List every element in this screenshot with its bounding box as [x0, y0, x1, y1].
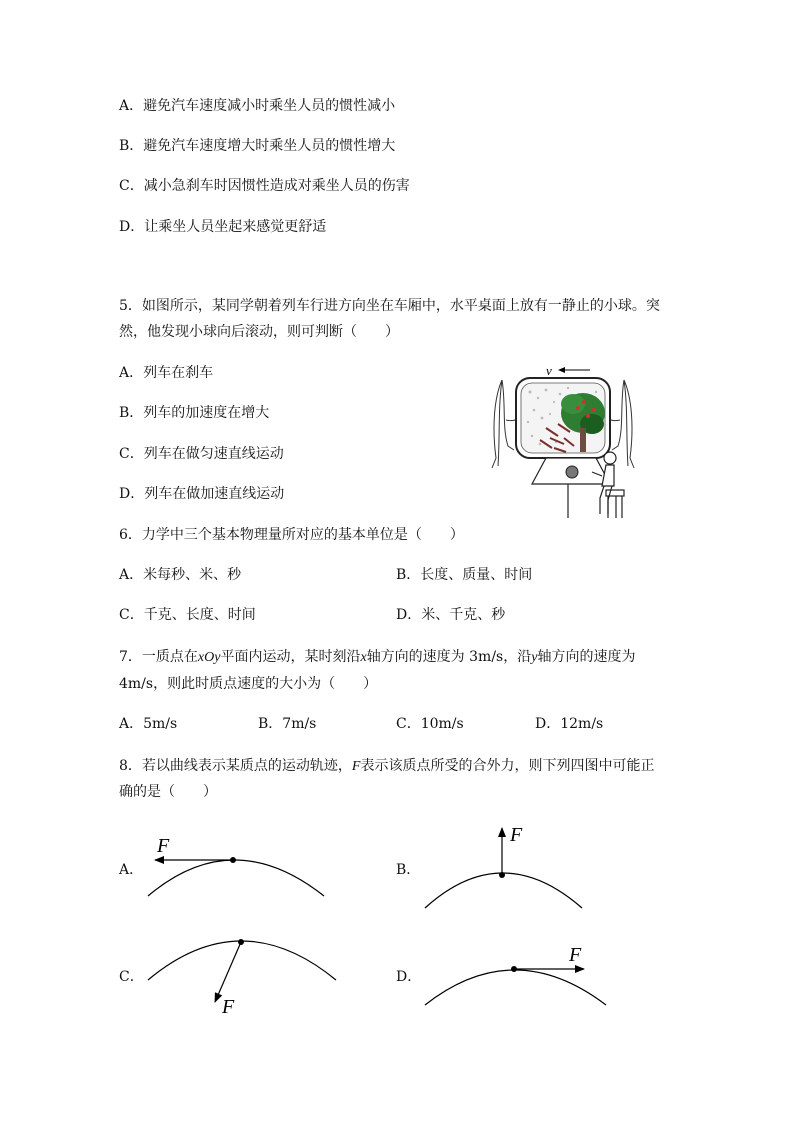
q7-option-c: C．10m/s	[396, 716, 464, 732]
q4-option-d: D．让乘坐人员坐起来感觉更舒适	[119, 219, 327, 235]
diagram-d	[425, 944, 606, 1005]
force-label-c: F	[222, 996, 235, 1018]
q7-option-d: D．12m/s	[535, 716, 604, 732]
q7-xoy: xOy	[197, 650, 221, 665]
diagram-a	[148, 835, 324, 896]
q5-option-c: C．列车在做匀速直线运动	[119, 446, 284, 462]
q7-option-a: A．5m/s	[119, 716, 178, 732]
q7-option-b: B．7m/s	[258, 716, 317, 732]
q7-x: x	[360, 650, 367, 665]
q8-stem-part-b: 表示该质点所受的合外力，则下列四图中可能正	[360, 758, 655, 774]
q8-label-b: B．	[396, 862, 421, 878]
q6-option-a: A．米每秒、米、秒	[119, 567, 242, 583]
trajectory-d	[425, 970, 606, 1005]
force-arrow-c	[215, 942, 241, 1002]
force-label-a: F	[157, 835, 170, 857]
q7-stem-part-d: 轴方向的速度为	[537, 649, 636, 665]
q7-stem-part-a: 7．一质点在	[119, 649, 198, 665]
q5-stem-line2: 然，他发现小球向后滚动，则可判断（ ）	[119, 324, 399, 340]
q5-option-a: A．列车在刹车	[119, 365, 214, 381]
trajectory-b	[425, 873, 582, 908]
q7-stem-line2: 4m/s，则此时质点速度的大小为（ ）	[119, 676, 378, 692]
force-label-d: F	[569, 944, 582, 966]
force-label-b: F	[510, 824, 523, 846]
q5-stem-line1: 5．如图所示，某同学朝着列车行进方向坐在车厢中，水平桌面上放有一静止的小球。突	[119, 298, 660, 314]
q6-stem: 6．力学中三个基本物理量所对应的基本单位是（ ）	[119, 527, 464, 543]
q8-stem-line2: 确的是（ ）	[119, 784, 217, 800]
q4-option-a: A．避免汽车速度减小时乘坐人员的惯性减小	[119, 98, 396, 114]
q8-label-d: D．	[396, 969, 422, 985]
q7-stem-part-c: 轴方向的速度为 3m/s，沿	[366, 649, 532, 665]
diagram-c	[148, 939, 336, 1018]
q6-option-c: C．千克、长度、时间	[119, 607, 256, 623]
q4-option-c: C．减小急刹车时因惯性造成对乘坐人员的伤害	[119, 178, 410, 194]
q6-option-b: B．长度、质量、时间	[396, 567, 533, 583]
q7-y: y	[531, 650, 538, 665]
q8-stem-part-a: 8．若以曲线表示某质点的运动轨迹，	[119, 758, 352, 774]
diagram-b	[425, 824, 582, 908]
q5-option-d: D．列车在做加速直线运动	[119, 486, 285, 502]
trajectory-a	[148, 860, 324, 896]
trajectory-c	[148, 941, 336, 980]
q8-force-symbol: F	[351, 759, 361, 774]
q7-stem-part-b: 平面内运动，某时刻沿	[220, 649, 361, 665]
q5-option-b: B．列车的加速度在增大	[119, 405, 270, 421]
q8-label-a: A．	[119, 862, 144, 878]
q8-label-c: C．	[119, 969, 144, 985]
q6-option-d: D．米、千克、秒	[396, 607, 506, 623]
velocity-label: v	[546, 363, 552, 378]
q4-option-b: B．避免汽车速度增大时乘坐人员的惯性增大	[119, 138, 396, 154]
